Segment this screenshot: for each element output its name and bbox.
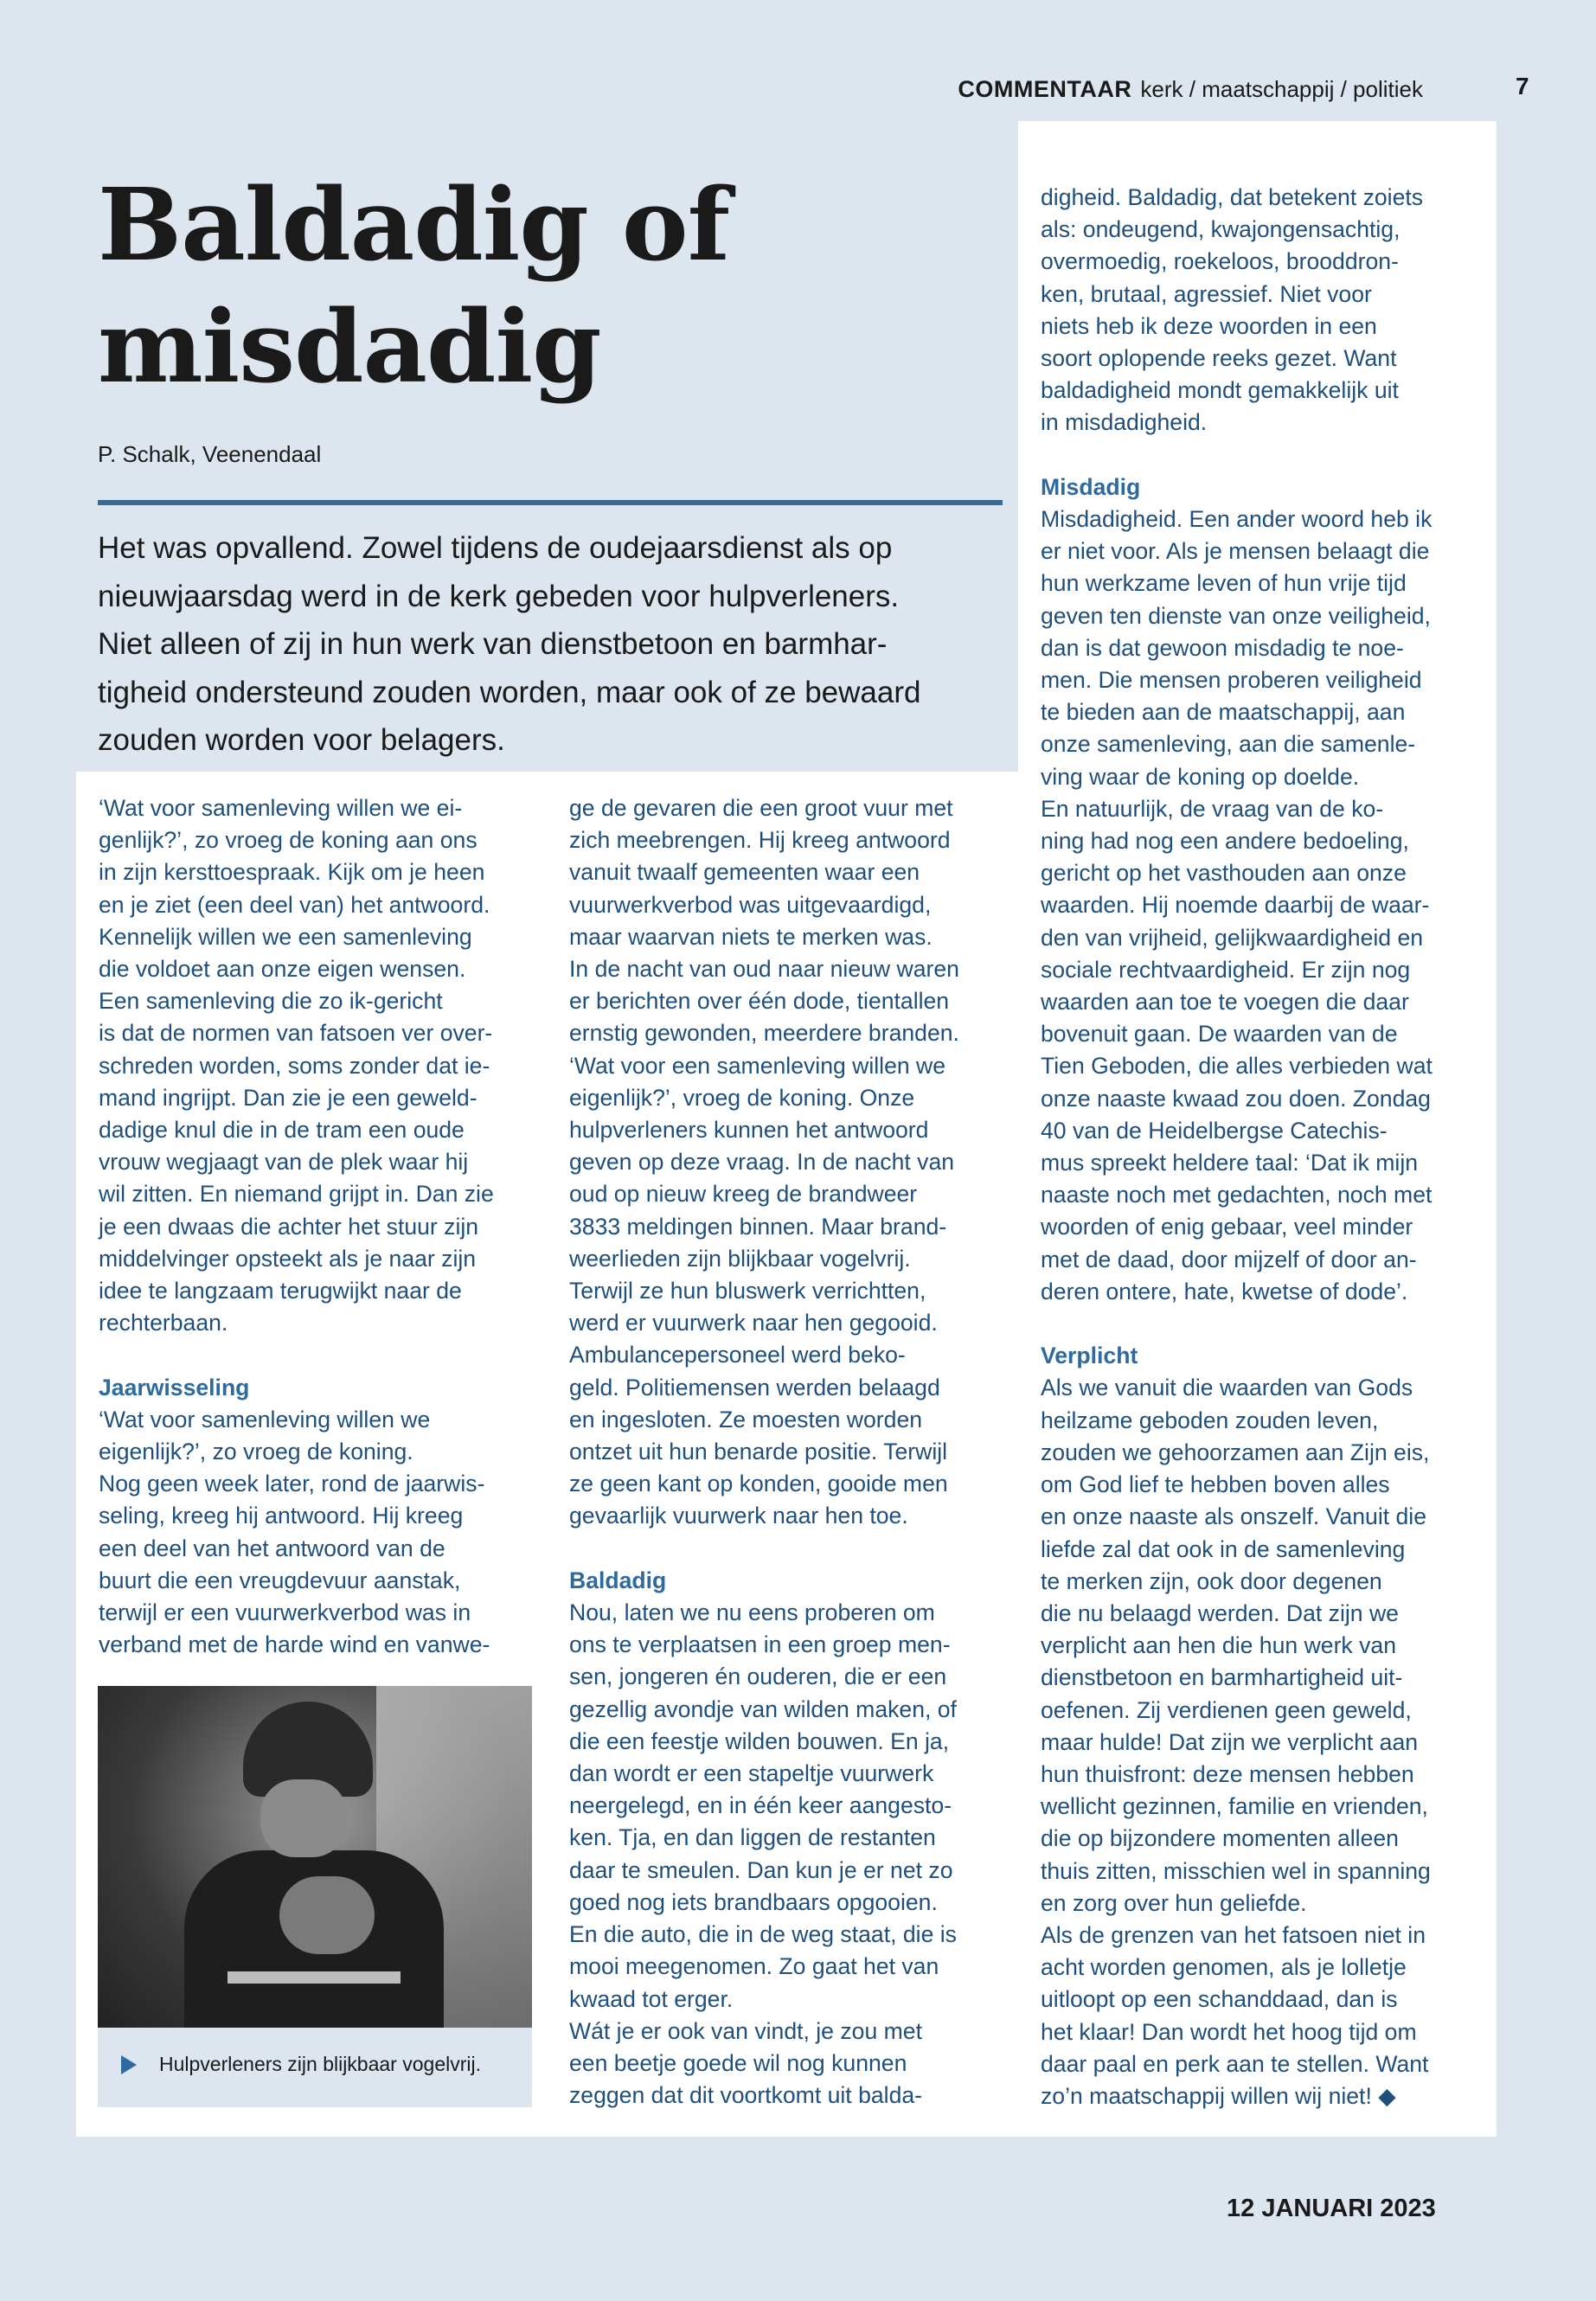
- text-line: en zorg over hun geliefde.: [1041, 1889, 1307, 1916]
- text-line: Terwijl ze hun bluswerk verrichtten,: [569, 1278, 926, 1304]
- text-line: daar te smeulen. Dan kun je er net zo: [569, 1856, 953, 1883]
- text-line: die op bijzondere momenten alleen: [1041, 1825, 1399, 1852]
- title-line-1: Baldadig of: [98, 167, 730, 284]
- text-line: die een feestje wilden bouwen. En ja,: [569, 1727, 950, 1754]
- paragraph-gap: [569, 1533, 959, 1565]
- text-line: wil zitten. En niemand grijpt in. Dan zie: [99, 1181, 494, 1208]
- lead-line: nieuwjaarsdag werd in de kerk gebeden voor hulpverleners.: [98, 579, 900, 613]
- text-line: sen, jongeren én ouderen, die er een: [569, 1663, 947, 1690]
- photo-caption: Hulpverleners zijn blijkbaar vogelvrij.: [159, 2053, 481, 2075]
- text-line: onze naaste kwaad zou doen. Zondag: [1041, 1085, 1431, 1112]
- text-line: En die auto, die in de weg staat, die is: [569, 1921, 957, 1948]
- text-line: maar waarvan niets te merken was.: [569, 923, 933, 950]
- text-line: ‘Wat voor een samenleving willen we: [569, 1052, 946, 1079]
- text-line: Als de grenzen van het fatsoen niet in: [1041, 1921, 1426, 1948]
- text-line: werd er vuurwerk naar hen gegooid.: [569, 1310, 938, 1336]
- lead-paragraph: [98, 524, 1006, 765]
- text-line: vanuit twaalf gemeenten waar een: [569, 859, 920, 886]
- text-line: oefenen. Zij verdienen geen geweld,: [1041, 1696, 1412, 1723]
- text-line: Misdadigheid. Een ander woord heb ik: [1041, 506, 1433, 533]
- text-line: mand ingrijpt. Dan zie je een geweld-: [99, 1084, 478, 1111]
- text-line: dienstbetoon en barmhartigheid uit-: [1041, 1664, 1403, 1691]
- text-line: En natuurlijk, de vraag van de ko-: [1041, 795, 1384, 822]
- text-line: idee te langzaam terugwijkt naar de: [99, 1278, 462, 1304]
- text-line: ving waar de koning op doelde.: [1041, 763, 1360, 790]
- text-line: gericht op het vasthouden aan onze: [1041, 860, 1407, 887]
- text-line: die voldoet aan onze eigen wensen.: [99, 956, 466, 983]
- text-line: een beetje goede wil nog kunnen: [569, 2049, 907, 2076]
- text-line: digheid. Baldadig, dat betekent zoiets: [1041, 184, 1424, 210]
- text-line: zo’n maatschappij willen wij niet! ◆: [1041, 2082, 1396, 2109]
- text-line: sociale rechtvaardigheid. Er zijn nog: [1041, 956, 1411, 983]
- text-line: hun thuisfront: deze mensen hebben: [1041, 1760, 1414, 1787]
- text-line: naaste noch met gedachten, noch met: [1041, 1182, 1433, 1208]
- text-line: ‘Wat voor samenleving willen we ei-: [99, 795, 463, 821]
- text-line: zouden we gehoorzamen aan Zijn eis,: [1041, 1439, 1430, 1465]
- paragraph-gap: [1041, 1308, 1433, 1340]
- text-line: Tien Geboden, die alles verbieden wat: [1041, 1053, 1433, 1080]
- paragraph-gap: [99, 1339, 494, 1371]
- section-label: COMMENTAAR: [958, 76, 1132, 102]
- text-line: hun werkzame leven of hun vrije tijd: [1041, 570, 1407, 597]
- text-line: in misdadigheid.: [1041, 409, 1208, 436]
- text-line: geven ten dienste van onze veiligheid,: [1041, 602, 1431, 629]
- text-line: waarden aan toe te voegen die daar: [1041, 989, 1409, 1016]
- text-line: goed nog iets brandbaars opgooien.: [569, 1888, 938, 1915]
- text-line: en ingesloten. Ze moesten worden: [569, 1406, 923, 1433]
- divider-rule: [98, 500, 1003, 505]
- text-line: ons te verplaatsen in een groep men-: [569, 1631, 951, 1658]
- text-line: geven op deze vraag. In de nacht van: [569, 1149, 955, 1176]
- text-line: genlijk?’, zo vroeg de koning aan ons: [99, 827, 478, 854]
- text-line: heilzame geboden zouden leven,: [1041, 1407, 1379, 1433]
- text-line: Een samenleving die zo ik-gericht: [99, 988, 443, 1015]
- section-header: [958, 76, 1423, 103]
- text-line: thuis zitten, misschien wel in spanning: [1041, 1857, 1431, 1884]
- text-line: woorden of enig gebaar, veel minder: [1041, 1214, 1413, 1240]
- text-line: dan is dat gewoon misdadig te noe-: [1041, 634, 1404, 661]
- text-line: uitloopt op een schanddaad, dan is: [1041, 1986, 1398, 2013]
- text-line: er niet voor. Als je mensen belaagt die: [1041, 538, 1430, 565]
- text-line: liefde zal dat ook in de samenleving: [1041, 1535, 1406, 1562]
- text-line: In de nacht van oud naar nieuw waren: [569, 956, 959, 983]
- text-line: vuurwerkverbod was uitgevaardigd,: [569, 891, 932, 918]
- page-number: 7: [1516, 73, 1529, 99]
- firefighter-photo: [98, 1686, 532, 2028]
- text-line: daar paal en perk aan te stellen. Want: [1041, 2050, 1429, 2077]
- text-line: neergelegd, en in één keer aangesto-: [569, 1792, 952, 1819]
- text-line: zich meebrengen. Hij kreeg antwoord: [569, 827, 951, 854]
- text-line: Kennelijk willen we een samenleving: [99, 923, 472, 950]
- text-line: geld. Politiemensen werden belaagd: [569, 1374, 940, 1400]
- text-line: ontzet uit hun benarde positie. Terwijl: [569, 1439, 948, 1465]
- text-line: den van vrijheid, gelijkwaardigheid en: [1041, 924, 1424, 951]
- text-line: je een dwaas die achter het stuur zijn: [99, 1213, 479, 1240]
- text-line: Nog geen week later, rond de jaarwis-: [99, 1471, 485, 1497]
- text-line: bovenuit gaan. De waarden van de: [1041, 1021, 1398, 1048]
- lead-line: Het was opvallend. Zowel tijdens de oudejaarsdienst als op: [98, 531, 893, 565]
- text-line: Wát je er ook van vindt, je zou met: [569, 2017, 922, 2044]
- text-line: ning had nog een andere bedoeling,: [1041, 828, 1409, 855]
- text-line: waarden. Hij noemde daarbij de waar-: [1041, 892, 1430, 919]
- text-line: ernstig gewonden, meerdere branden.: [569, 1020, 959, 1047]
- subheading-misdadig: Misdadig: [1041, 473, 1141, 500]
- text-line: en onze naaste als onszelf. Vanuit die: [1041, 1503, 1426, 1530]
- text-line: 3833 meldingen binnen. Maar brand-: [569, 1213, 947, 1240]
- text-line: weerlieden zijn blijkbaar vogelvrij.: [569, 1245, 911, 1272]
- text-line: baldadigheid mondt gemakkelijk uit: [1041, 377, 1399, 404]
- text-line: die nu belaagd werden. Dat zijn we: [1041, 1599, 1399, 1626]
- text-line: verband met de harde wind en vanwe-: [99, 1631, 490, 1658]
- text-line: ken. Tja, en dan liggen de restanten: [569, 1824, 936, 1851]
- text-line: eigenlijk?’, zo vroeg de koning.: [99, 1439, 413, 1465]
- column-2: [569, 792, 959, 2112]
- text-line: terwijl er een vuurwerkverbod was in: [99, 1599, 471, 1626]
- text-line: het klaar! Dan wordt het hoog tijd om: [1041, 2018, 1417, 2045]
- text-line: oud op nieuw kreeg de brandweer: [569, 1181, 918, 1208]
- text-line: gevaarlijk vuurwerk naar hen toe.: [569, 1503, 908, 1529]
- text-line: dadige knul die in de tram een oude: [99, 1117, 465, 1144]
- text-line: en je ziet (een deel van) het antwoord.: [99, 891, 490, 918]
- text-line: te merken zijn, ook door degenen: [1041, 1567, 1382, 1594]
- text-line: Als we vanuit die waarden van Gods: [1041, 1375, 1413, 1401]
- text-line: is dat de normen van fatsoen ver over-: [99, 1020, 493, 1047]
- subheading-jaarwisseling: Jaarwisseling: [99, 1374, 250, 1400]
- text-line: verplicht aan hen die hun werk van: [1041, 1632, 1396, 1659]
- text-line: zeggen dat dit voortkomt uit balda-: [569, 2082, 923, 2109]
- column-3: [1041, 182, 1433, 2112]
- text-line: in zijn kersttoespraak. Kijk om je heen: [99, 859, 485, 886]
- lead-line: tigheid ondersteund zouden worden, maar ook of ze bewaard: [98, 675, 921, 709]
- text-line: wellicht gezinnen, familie en vrienden,: [1041, 1793, 1428, 1820]
- text-line: Nou, laten we nu eens proberen om: [569, 1599, 935, 1626]
- author: P. Schalk, Veenendaal: [98, 441, 322, 467]
- text-line: met de daad, door mijzelf of door an-: [1041, 1246, 1417, 1272]
- text-line: vrouw wegjaagt van de plek waar hij: [99, 1149, 469, 1176]
- caption-arrow-icon: [121, 2055, 137, 2074]
- column-1: [99, 792, 494, 1661]
- text-line: maar hulde! Dat zijn we verplicht aan: [1041, 1728, 1419, 1755]
- text-line: een deel van het antwoord van de: [99, 1535, 445, 1561]
- text-line: middelvinger opsteekt als je naar zijn: [99, 1245, 477, 1272]
- text-line: kwaad tot erger.: [569, 1985, 734, 2012]
- text-line: dan wordt er een stapeltje vuurwerk: [569, 1760, 934, 1787]
- text-line: seling, kreeg hij antwoord. Hij kreeg: [99, 1503, 464, 1529]
- text-line: er berichten over één dode, tientallen: [569, 988, 950, 1015]
- lead-line: Niet alleen of zij in hun werk van dienstbetoon en barmhar-: [98, 627, 888, 661]
- lead-line: zouden worden voor belagers.: [98, 723, 505, 757]
- text-line: men. Die mensen proberen veiligheid: [1041, 667, 1422, 694]
- text-line: buurt die een vreugdevuur aanstak,: [99, 1567, 461, 1593]
- text-line: ‘Wat voor samenleving willen we: [99, 1406, 431, 1433]
- text-line: te bieden aan de maatschappij, aan: [1041, 699, 1406, 726]
- text-line: 40 van de Heidelbergse Catechis-: [1041, 1117, 1388, 1144]
- text-line: soort oplopende reeks gezet. Want: [1041, 345, 1397, 372]
- subheading-verplicht: Verplicht: [1041, 1343, 1138, 1369]
- text-line: schreden worden, soms zonder dat ie-: [99, 1052, 490, 1079]
- paragraph-gap: [1041, 439, 1433, 471]
- text-line: als: ondeugend, kwajongensachtig,: [1041, 216, 1401, 243]
- subsection-label: kerk / maatschappij / politiek: [1140, 76, 1423, 102]
- text-line: ze geen kant op konden, gooide men: [569, 1471, 948, 1497]
- text-line: rechterbaan.: [99, 1310, 228, 1336]
- text-line: onze samenleving, aan die samenle-: [1041, 731, 1416, 758]
- text-line: hulpverleners kunnen het antwoord: [569, 1117, 929, 1144]
- text-line: mus spreekt heldere taal: ‘Dat ik mijn: [1041, 1150, 1419, 1176]
- text-line: ken, brutaal, agressief. Niet voor: [1041, 280, 1372, 307]
- text-line: Ambulancepersoneel werd beko-: [569, 1342, 906, 1368]
- subheading-baldadig: Baldadig: [569, 1567, 667, 1593]
- text-line: niets heb ik deze woorden in een: [1041, 312, 1377, 339]
- text-line: om God lief te hebben boven alles: [1041, 1471, 1390, 1498]
- article-title: [98, 164, 980, 408]
- issue-date: 12 JANUARI 2023: [1227, 2195, 1436, 2222]
- text-line: mooi meegenomen. Zo gaat het van: [569, 1953, 939, 1980]
- text-line: eigenlijk?’, vroeg de koning. Onze: [569, 1084, 915, 1111]
- text-line: gezellig avondje van wilden maken, of: [569, 1695, 957, 1722]
- title-line-2: misdadig: [98, 289, 601, 406]
- text-line: acht worden genomen, als je lolletje: [1041, 1954, 1407, 1981]
- text-line: ge de gevaren die een groot vuur met: [569, 795, 953, 821]
- text-line: overmoedig, roekeloos, brooddron-: [1041, 248, 1399, 275]
- text-line: deren ontere, hate, kwetse of dode’.: [1041, 1278, 1408, 1304]
